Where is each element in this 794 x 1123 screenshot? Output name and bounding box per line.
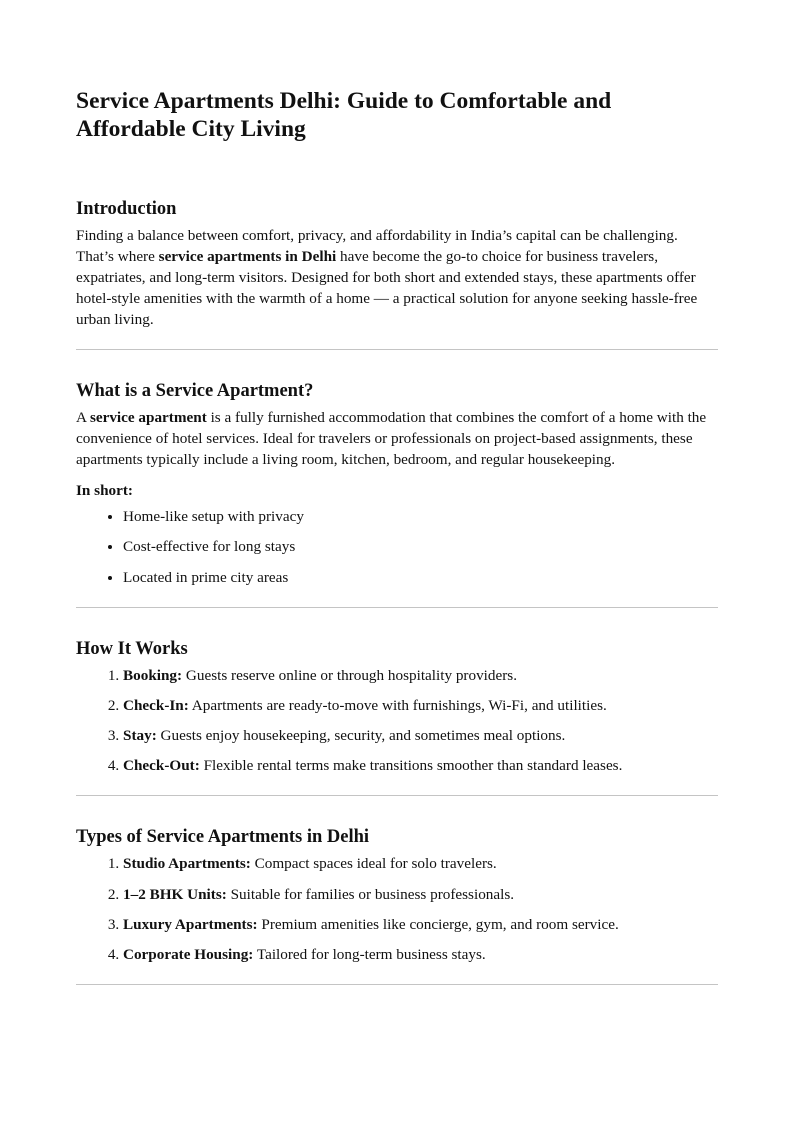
- type-label: 1–2 BHK Units:: [123, 885, 227, 903]
- list-item: [123, 884, 718, 905]
- what-bold-phrase: service apartment: [89, 409, 207, 426]
- list-item: [123, 755, 718, 776]
- in-short-list: [76, 506, 718, 588]
- intro-bold-phrase: service apartments in Delhi: [158, 248, 337, 265]
- step-text: Apartments are ready-to-move with furnishings, Wi-Fi, and utilities.: [188, 696, 607, 714]
- introduction-heading: Introduction: [76, 199, 177, 219]
- what-text-end: is a fully furnished accommodation that combines the comfort of a home with the convenience of hotel services. Ideal for travelers or professionals on project-based assignments, these apartments typically include a living room, kitchen, bedroom, and regular housekeeping.: [76, 409, 707, 468]
- list-item: • Cost-effective for long stays: [123, 536, 718, 557]
- document-title: Service Apartments Delhi: Guide to Comfortable and Affordable City Living: [76, 88, 612, 142]
- list-item: [123, 853, 718, 874]
- section-introduction: [76, 198, 718, 330]
- step-label: Booking:: [123, 666, 183, 684]
- section-types: [76, 826, 718, 965]
- list-item: [123, 695, 718, 716]
- step-text: Guests reserve online or through hospitality providers.: [182, 666, 517, 684]
- step-text: Guests enjoy housekeeping, security, and sometimes meal options.: [156, 727, 566, 745]
- what-text-start: A: [76, 409, 90, 426]
- step-text: Flexible rental terms make transitions smoother than standard leases.: [199, 757, 623, 775]
- types-heading: Types of Service Apartments in Delhi: [76, 827, 370, 848]
- list-item: • Located in prime city areas: [123, 567, 718, 588]
- section-divider: [76, 349, 718, 350]
- section-what-is: [76, 380, 718, 588]
- how-it-works-heading: How It Works: [76, 638, 188, 659]
- list-item: [123, 725, 718, 746]
- step-label: Check-In:: [123, 696, 189, 714]
- step-label: Check-Out:: [123, 757, 200, 775]
- in-short-label: In short:: [76, 482, 133, 499]
- introduction-paragraph: [76, 225, 718, 330]
- type-label: Luxury Apartments:: [123, 916, 258, 934]
- type-label: Corporate Housing:: [123, 946, 254, 964]
- types-list: [76, 853, 718, 965]
- section-divider: [76, 607, 718, 608]
- type-text: Premium amenities like concierge, gym, and room service.: [257, 916, 619, 934]
- section-how-it-works: [76, 638, 718, 777]
- type-text: Compact spaces ideal for solo travelers.: [250, 855, 497, 873]
- section-divider: [76, 795, 718, 796]
- intro-text-end: have become the go-to choice for business travelers, expatriates, and long-term visitors. Designed for both short and extended stays, these apartments offer hotel-style amenities with the warmth of a home — a practical solution for anyone seeking hassle-free urban living.: [76, 248, 698, 328]
- type-text: Suitable for families or business professionals.: [226, 885, 515, 903]
- section-divider: [76, 984, 718, 985]
- step-label: Stay:: [123, 727, 157, 745]
- list-item: [123, 914, 718, 935]
- list-item: • Home-like setup with privacy: [123, 506, 718, 527]
- what-is-heading: What is a Service Apartment?: [76, 381, 314, 401]
- list-item: [123, 665, 718, 686]
- intro-text-start: Finding a balance between comfort, privacy, and affordability in India’s capital can be challenging. That’s where: [76, 227, 678, 265]
- type-text: Tailored for long-term business stays.: [253, 946, 486, 964]
- type-label: Studio Apartments:: [123, 855, 251, 873]
- list-item: [123, 944, 718, 965]
- what-is-paragraph: [76, 407, 718, 470]
- how-it-works-list: [76, 665, 718, 777]
